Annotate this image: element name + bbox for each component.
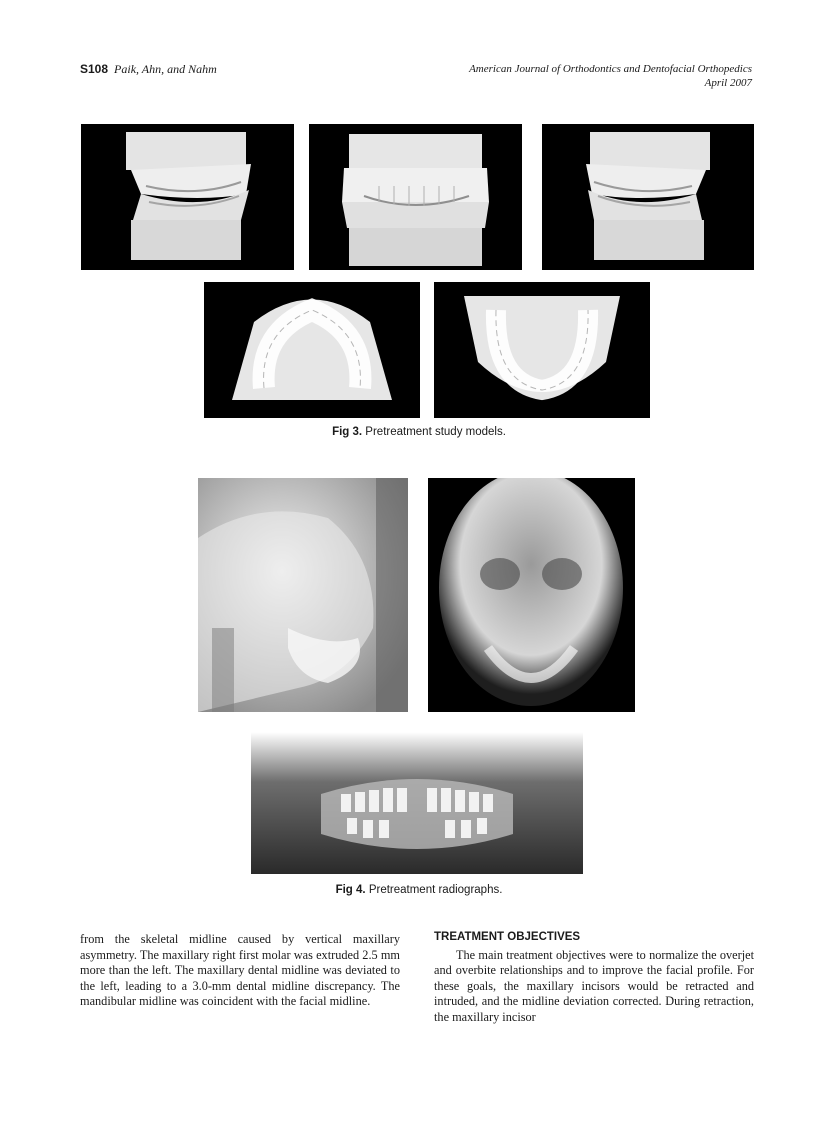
issue-date: April 2007: [704, 77, 752, 89]
running-header-right: [469, 62, 752, 90]
study-model-right-lateral-photo: [81, 124, 294, 270]
journal-title: American Journal of Orthodontics and Dentofacial Orthopedics: [469, 63, 752, 75]
panoramic-radiograph-image: [251, 724, 583, 874]
authors: Paik, Ahn, and Nahm: [114, 62, 217, 76]
figure-4-caption: [0, 884, 838, 896]
figure-4-caption-text: Pretreatment radiographs.: [368, 884, 503, 896]
section-heading: TREATMENT OBJECTIVES: [434, 931, 581, 943]
figure-3-caption: [0, 426, 838, 438]
figure-3-caption-text: Pretreatment study models.: [365, 426, 506, 438]
figure-3-label: Fig 3.: [332, 426, 363, 438]
left-column: [80, 932, 400, 1010]
lateral-cephalogram-image: [198, 478, 408, 712]
study-model-left-lateral-photo: [542, 124, 754, 270]
figure-4-label: Fig 4.: [335, 884, 366, 896]
right-column-paragraph: The main treatment objectives were to normalize the overjet and overbite relationships and to improve the facial profile. For these goals, the maxillary incisors would be retracted and intruded, and the midline deviation corrected. During retraction, the maxillary incisor: [434, 947, 754, 1024]
posteroanterior-cephalogram-image: [428, 478, 635, 712]
maxillary-occlusal-model-photo: [204, 282, 420, 418]
mandibular-occlusal-model-photo: [434, 282, 650, 418]
page-number: S108: [80, 62, 109, 76]
study-model-frontal-photo: [309, 124, 522, 270]
left-column-paragraph: from the skeletal midline caused by vertical maxillary asymmetry. The maxillary right first molar was extruded 2.5 mm more than the left. The maxillary dental midline was deviated to the left, leading to a 3.0-mm dental midline discrepancy. The mandibular midline was coincident with the facial midline.: [80, 932, 400, 1009]
right-column: [434, 930, 754, 1026]
running-header-left: [80, 62, 217, 77]
